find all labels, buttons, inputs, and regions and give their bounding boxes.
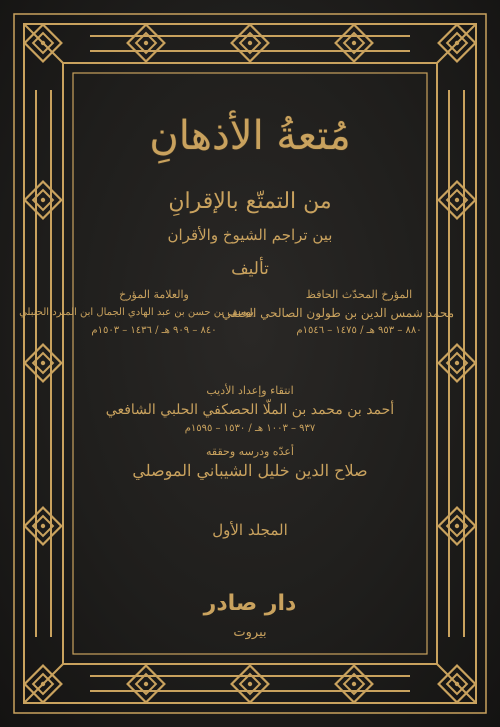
editor-role: أعدّه ودرسه وحققه xyxy=(206,445,294,458)
book-subtitle-secondary: بين تراجم الشيوخ والأقران xyxy=(167,226,333,244)
book-title: مُتعةُ الأذهانِ xyxy=(149,113,351,159)
selector-dates: ٩٣٧ – ١٠٠٣ هـ / ١٥٣٠ – ١٥٩٥م xyxy=(184,423,316,434)
editor-name: صلاح الدين خليل الشيباني الموصلي xyxy=(132,461,368,480)
author-left-dates: ٨٤٠ – ٩٠٩ هـ / ١٤٣٦ – ١٥٠٣م xyxy=(91,325,217,336)
volume-label: المجلد الأول xyxy=(212,521,288,539)
author-right-dates: ٨٨٠ – ٩٥٣ هـ / ١٤٧٥ – ١٥٤٦م xyxy=(296,325,422,336)
authorship-label: تأليف xyxy=(231,259,269,279)
selector-role: انتقاء وإعداد الأديب xyxy=(206,384,294,397)
selector-name: أحمد بن محمد بن الملّا الحصكفي الحلبي الشافعي xyxy=(105,402,395,418)
author-right xyxy=(221,288,454,338)
book-subtitle: من التمتّع بالإقرانِ xyxy=(168,189,332,214)
author-left-name: يوسف بن حسن بن عبد الهادي الجمال ابن المبرد الحنبلي xyxy=(19,307,254,318)
editor-block xyxy=(0,445,500,483)
publisher-name: دار صادر xyxy=(203,591,297,616)
author-left-role: والعلامة المؤرخ xyxy=(119,288,189,301)
publisher-city: بيروت xyxy=(233,625,267,640)
author-right-name: محمد شمس الدين بن طولون الصالحي الحنفي xyxy=(221,306,454,320)
author-right-role: المؤرخ المحدّث الحافظ xyxy=(305,288,413,301)
author-left xyxy=(19,288,254,338)
selector-block xyxy=(0,384,500,436)
